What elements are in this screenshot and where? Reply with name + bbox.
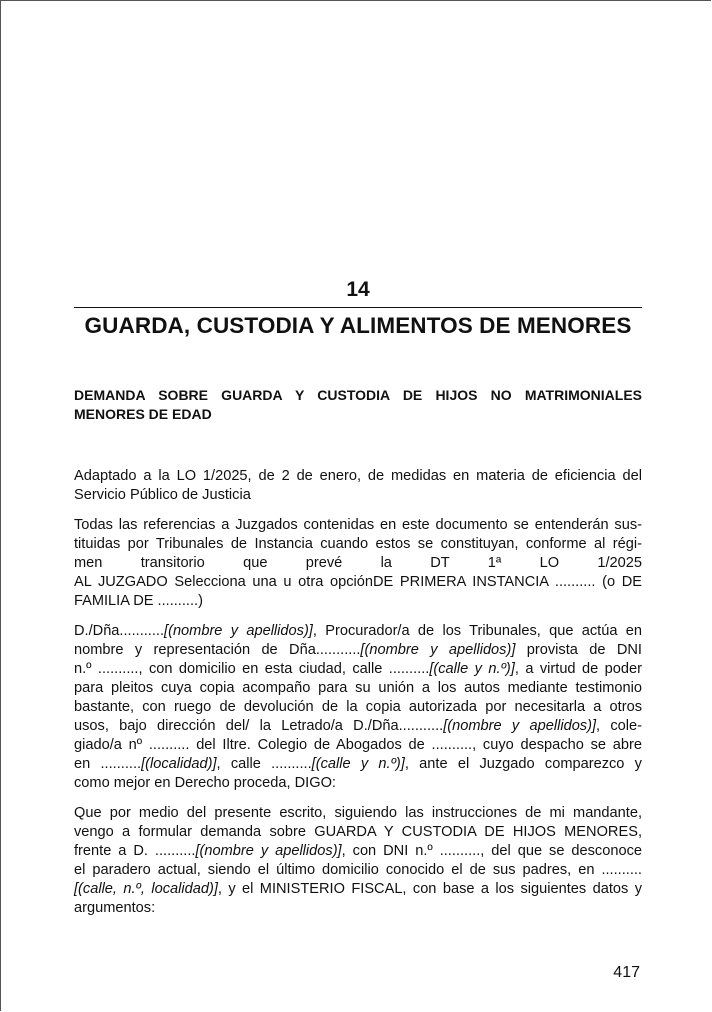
text-segment: nombre y representación de Dña........... <box>74 642 361 658</box>
text-segment: AL JUZGADO Selecciona una u otra opciónDE PRIMERA INSTANCIA .......... (o DE <box>74 574 642 590</box>
text-line <box>74 679 642 698</box>
placeholder-text: [(calle, n.º, localidad)] <box>74 881 218 897</box>
text-line <box>74 899 642 918</box>
document-body <box>74 467 642 929</box>
paragraph <box>74 516 642 611</box>
text-line <box>74 861 642 880</box>
document-title-line: MENORES DE EDAD <box>74 406 212 422</box>
text-line <box>74 842 642 861</box>
text-segment: , a virtud de poder <box>514 661 642 677</box>
text-segment: , con DNI n.º .........., del que se desconoce <box>341 843 642 859</box>
text-segment: n.º .........., con domicilio en esta ciudad, calle .......... <box>74 661 430 677</box>
placeholder-text: [(nombre y apellidos)] <box>360 642 516 658</box>
placeholder-text: [(calle y n.º)] <box>429 661 515 677</box>
text-line <box>74 486 642 505</box>
document-title <box>74 386 642 424</box>
text-line <box>74 592 642 611</box>
text-segment: el paradero actual, siendo el último domicilio conocido el de sus padres, en .......... <box>74 862 642 878</box>
text-segment: , calle .......... <box>216 756 312 772</box>
text-segment: en .......... <box>74 756 142 772</box>
text-line <box>74 774 642 793</box>
text-segment: vengo a formular demanda sobre GUARDA Y CUSTODIA DE HIJOS MENORES, <box>74 824 642 840</box>
placeholder-text: [(nombre y apellidos)] <box>195 843 342 859</box>
document-title-line: DEMANDA SOBRE GUARDA Y CUSTODIA DE HIJOS NO MATRIMONIALES <box>74 387 642 403</box>
text-segment: bastante, con ruego de devolución de la copia autorizada por necesitarla a otros <box>74 699 642 715</box>
text-segment: Servicio Público de Justicia <box>74 487 251 503</box>
paragraph <box>74 467 642 505</box>
text-segment: men transitorio que prevé la DT 1ª LO 1/2025 <box>74 555 642 571</box>
text-line <box>74 755 642 774</box>
text-segment: Todas las referencias a Juzgados contenidas en este documento se entenderán sus- <box>74 517 642 533</box>
text-line <box>74 698 642 717</box>
text-segment: D./Dña........... <box>74 623 165 639</box>
text-line <box>74 804 642 823</box>
page-number: 417 <box>613 964 640 981</box>
text-line <box>74 573 642 592</box>
text-line <box>74 467 642 486</box>
chapter-number: 14 <box>346 278 370 301</box>
text-line <box>74 880 642 899</box>
text-segment: Adaptado a la LO 1/2025, de 2 de enero, de medidas en materia de eficiencia del <box>74 468 642 484</box>
paragraph <box>74 804 642 918</box>
text-segment: usos, bajo dirección del/ la Letrado/a D./Dña........... <box>74 718 444 734</box>
placeholder-text: [(nombre y apellidos)] <box>164 623 313 639</box>
text-segment: FAMILIA DE ..........) <box>74 593 203 609</box>
text-line <box>74 717 642 736</box>
text-segment: giado/a nº .......... del Iltre. Colegio de Abogados de .........., cuyo despacho se abre <box>74 737 642 753</box>
text-segment: frente a D. .......... <box>74 843 196 859</box>
text-segment: argumentos: <box>74 900 156 916</box>
text-segment: , Procurador/a de los Tribunales, que actúa en <box>312 623 643 639</box>
text-line <box>74 660 642 679</box>
text-line <box>74 516 642 535</box>
text-segment: , ante el Juzgado comparezco y <box>404 756 642 772</box>
text-segment: como mejor en Derecho proceda, DIGO: <box>74 775 336 791</box>
text-segment: para pleitos cuya copia acompaño para su unión a los autos mediante testimonio <box>74 680 642 696</box>
text-line <box>74 622 642 641</box>
text-segment: tituidas por Tribunales de Instancia cuando estos se constituyan, conforme al régi- <box>74 536 642 552</box>
chapter-divider <box>74 307 642 308</box>
chapter-title: GUARDA, CUSTODIA Y ALIMENTOS DE MENORES <box>84 313 632 338</box>
text-line <box>74 554 642 573</box>
text-line <box>74 823 642 842</box>
text-line <box>74 641 642 660</box>
placeholder-text: [(calle y n.º)] <box>311 756 405 772</box>
text-segment: provista de DNI <box>515 642 642 658</box>
text-line <box>74 535 642 554</box>
text-segment: Que por medio del presente escrito, siguiendo las instrucciones de mi mandante, <box>74 805 642 821</box>
placeholder-text: [(nombre y apellidos)] <box>443 718 597 734</box>
placeholder-text: [(localidad)] <box>141 756 217 772</box>
text-line <box>74 736 642 755</box>
text-segment: , y el MINISTERIO FISCAL, con base a los siguientes datos y <box>217 881 642 897</box>
paragraph <box>74 622 642 793</box>
text-segment: , cole- <box>596 718 643 734</box>
